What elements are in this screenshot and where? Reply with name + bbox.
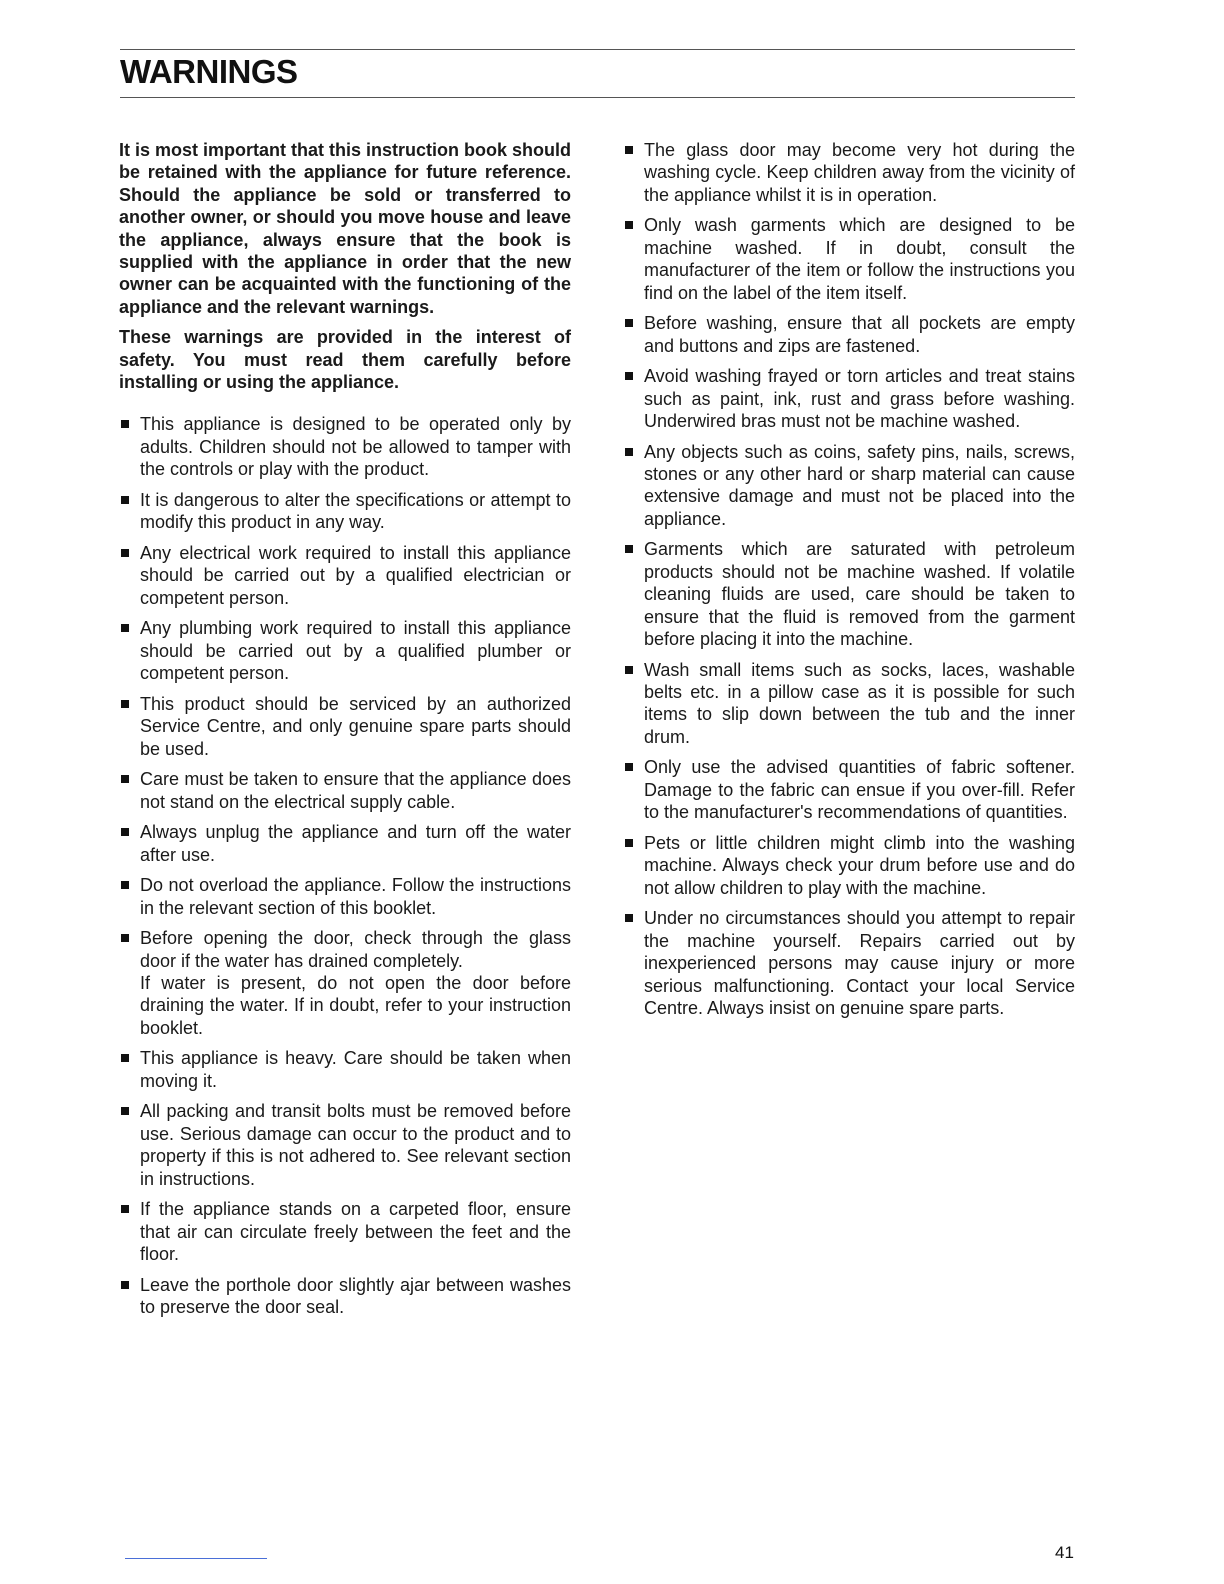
square-bullet-icon	[625, 448, 633, 456]
warning-text: Under no circumstances should you attempt to repair the machine yourself. Repairs carried out by inexperienced persons may cause injury or more serious malfunctioning. Contact your local Service Centre. Always insist on genuine spare parts.	[644, 908, 1075, 1018]
warning-item	[623, 312, 1075, 357]
square-bullet-icon	[121, 881, 129, 889]
warning-item	[119, 693, 571, 760]
warning-text: Wash small items such as socks, laces, washable belts etc. in a pillow case as it is possible for such items to slip down between the tub and the inner drum.	[644, 659, 1075, 747]
square-bullet-icon	[121, 700, 129, 708]
square-bullet-icon	[121, 775, 129, 783]
square-bullet-icon	[625, 146, 633, 154]
footer-divider	[125, 1558, 267, 1559]
warning-text: Pets or little children might climb into the washing machine. Always check your drum before use and do not allow children to play with the machine.	[644, 832, 1075, 898]
warning-text: Only wash garments which are designed to be machine washed. If in doubt, consult the manufacturer of the item or follow the instructions you find on the label of the item itself.	[644, 215, 1075, 303]
warning-item	[623, 441, 1075, 531]
warning-text: Care must be taken to ensure that the appliance does not stand on the electrical supply cable.	[140, 769, 571, 812]
warning-item	[119, 1100, 571, 1190]
warning-text: Always unplug the appliance and turn off the water after use.	[140, 822, 571, 865]
warning-text: The glass door may become very hot during the washing cycle. Keep children away from the vicinity of the appliance whilst it is in operation.	[644, 140, 1075, 205]
warning-text: All packing and transit bolts must be removed before use. Serious damage can occur to the product and to property if this is not adhered to. See relevant section in instructions.	[140, 1101, 571, 1189]
warning-item	[119, 542, 571, 609]
warning-list-left	[119, 413, 571, 1318]
square-bullet-icon	[121, 1054, 129, 1062]
warning-item	[623, 659, 1075, 749]
square-bullet-icon	[625, 914, 633, 922]
warning-item	[623, 214, 1075, 304]
intro-paragraph-retain-book: It is most important that this instruction book should be retained with the appliance for future reference. Should the appliance be sold or transferred to another owner, or should you move house and leave the appliance, always ensure that the book is supplied with the appliance in order that the new owner can be acquainted with the functioning of the appliance and the relevant warnings.	[119, 140, 571, 317]
warning-text: It is dangerous to alter the specifications or attempt to modify this product in any way.	[140, 489, 571, 533]
square-bullet-icon	[625, 839, 633, 847]
warning-item	[119, 489, 571, 534]
warning-text: This appliance is heavy. Care should be taken when moving it.	[140, 1048, 571, 1091]
square-bullet-icon	[121, 1107, 129, 1115]
warning-item	[119, 768, 571, 813]
square-bullet-icon	[121, 549, 129, 557]
left-column	[119, 139, 571, 1327]
square-bullet-icon	[121, 1281, 129, 1289]
warning-item	[119, 927, 571, 1039]
square-bullet-icon	[625, 545, 633, 553]
warning-item	[623, 832, 1075, 899]
square-bullet-icon	[625, 221, 633, 229]
warning-item	[623, 756, 1075, 823]
warning-text: Any objects such as coins, safety pins, nails, screws, stones or any other hard or sharp material can cause extensive damage and must not be placed into the appliance.	[644, 441, 1075, 529]
warning-text: This appliance is designed to be operated only by adults. Children should not be allowed to tamper with the controls or play with the product.	[140, 414, 571, 480]
warning-text-continued: If water is present, do not open the door before draining the water. If in doubt, refer to your instruction booklet.	[140, 972, 571, 1038]
page-number: 41	[1055, 1543, 1074, 1562]
warning-text: This product should be serviced by an authorized Service Centre, and only genuine spare parts should be used.	[140, 693, 571, 759]
warning-text: Leave the porthole door slightly ajar between washes to preserve the door seal.	[140, 1274, 571, 1317]
header-bottom-rule	[120, 97, 1075, 98]
warning-text: Garments which are saturated with petroleum products should not be machine washed. If volatile cleaning fluids are used, care should be taken to ensure that the fluid is removed from the garment before placing it into the machine.	[644, 539, 1075, 650]
warning-text: Any electrical work required to install this appliance should be carried out by a qualified electrician or competent person.	[140, 542, 571, 608]
warning-text: Only use the advised quantities of fabric softener. Damage to the fabric can ensue if you over-fill. Refer to the manufacturer's recommendations of quantities.	[644, 757, 1075, 823]
square-bullet-icon	[121, 496, 129, 504]
warning-item	[623, 139, 1075, 206]
square-bullet-icon	[121, 624, 129, 632]
square-bullet-icon	[121, 1205, 129, 1213]
warning-item	[119, 1047, 571, 1092]
warning-item	[119, 1198, 571, 1265]
warning-item	[119, 413, 571, 480]
square-bullet-icon	[625, 666, 633, 674]
warning-text: Any plumbing work required to install this appliance should be carried out by a qualified plumber or competent person.	[140, 618, 571, 684]
warning-text: Before washing, ensure that all pockets are empty and buttons and zips are fastened.	[644, 313, 1075, 356]
warning-text: If the appliance stands on a carpeted floor, ensure that air can circulate freely between the feet and the floor.	[140, 1199, 571, 1264]
square-bullet-icon	[625, 372, 633, 380]
page-title: WARNINGS	[120, 53, 298, 90]
warning-list-right	[623, 139, 1075, 1019]
warning-item	[119, 617, 571, 684]
square-bullet-icon	[625, 763, 633, 771]
warning-item	[623, 538, 1075, 650]
warning-text: Do not overload the appliance. Follow the instructions in the relevant section of this booklet.	[140, 875, 571, 918]
warning-text: Before opening the door, check through the glass door if the water has drained completely.	[140, 928, 571, 971]
warning-item	[119, 1274, 571, 1319]
header-top-rule	[120, 49, 1075, 50]
warning-item	[623, 907, 1075, 1019]
warning-item	[119, 821, 571, 866]
square-bullet-icon	[625, 319, 633, 327]
intro-paragraph-safety: These warnings are provided in the interest of safety. You must read them carefully before installing or using the appliance.	[119, 327, 571, 393]
square-bullet-icon	[121, 934, 129, 942]
warning-item	[623, 365, 1075, 432]
square-bullet-icon	[121, 828, 129, 836]
right-column	[623, 139, 1075, 1028]
warning-text: Avoid washing frayed or torn articles and treat stains such as paint, ink, rust and grass before washing. Underwired bras must not be machine washed.	[644, 366, 1075, 432]
warning-item	[119, 874, 571, 919]
square-bullet-icon	[121, 420, 129, 428]
